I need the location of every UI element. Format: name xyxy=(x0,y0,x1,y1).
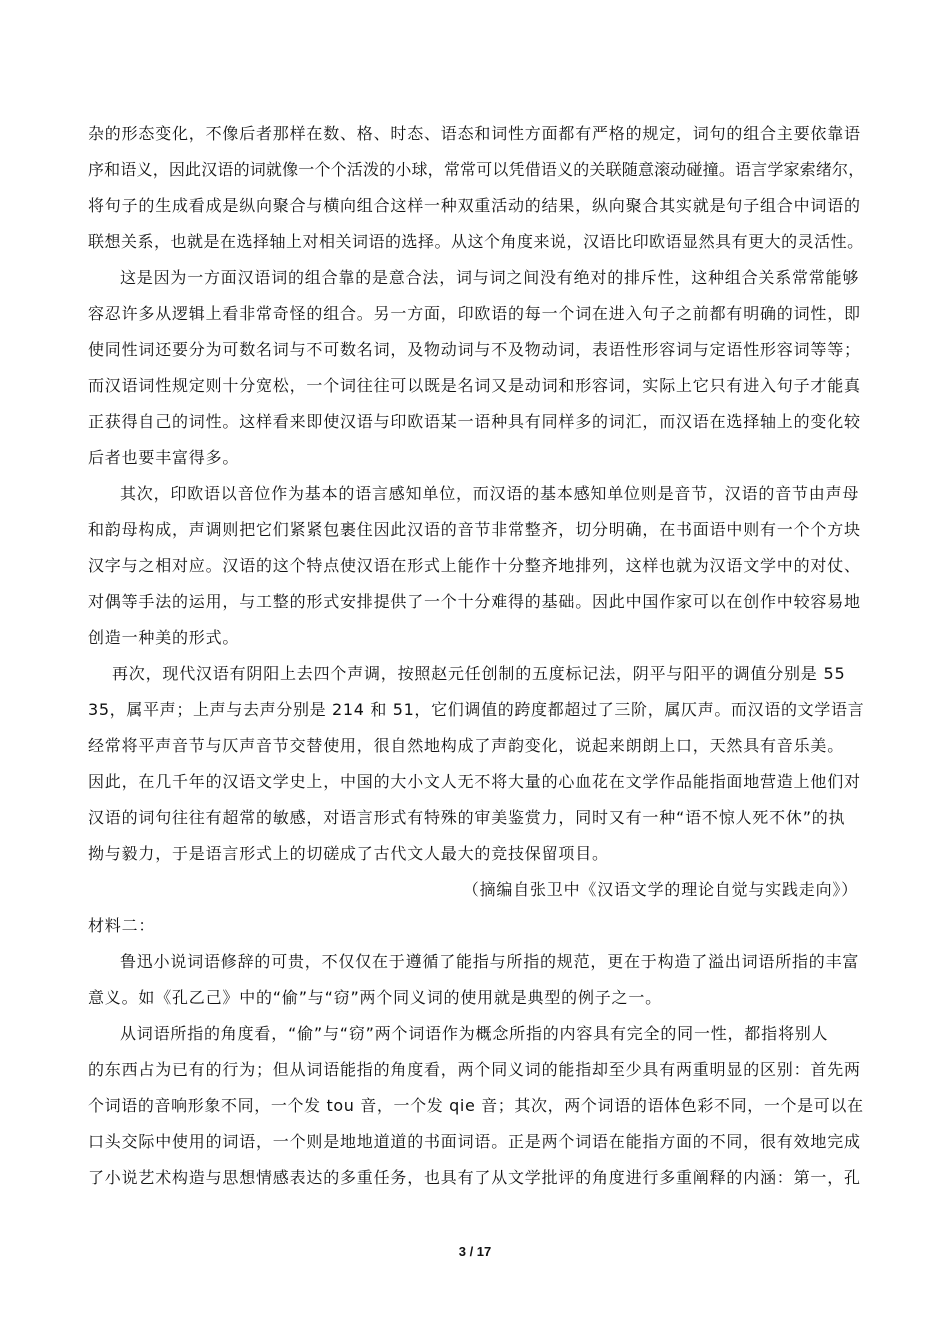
page-number: 3 / 17 xyxy=(458,1244,492,1259)
text-line: 了小说艺术构造与思想情感表达的多重任务，也具有了从文学批评的角度进行多重阐释的内涵：第一，孔 xyxy=(88,1168,861,1187)
text-line: 拗与毅力，于是语言形式上的切磋成了古代文人最大的竞技保留项目。 xyxy=(88,844,609,863)
text-line: 联想关系，也就是在选择轴上对相关词语的选择。从这个角度来说，汉语比印欧语显然具有更大的灵活性。 xyxy=(88,232,864,251)
section-heading: 材料二： xyxy=(88,916,156,935)
text-line: 杂的形态变化，不像后者那样在数、格、时态、语态和词性方面都有严格的规定，词句的组合主要依靠语 xyxy=(88,124,861,143)
text-line: 的东西占为已有的行为；但从词语能指的角度看，两个同义词的能指却至少具有两重明显的区别：首先两 xyxy=(88,1060,861,1079)
text-line: 从词语所指的角度看，“偷”与“窃”两个词语作为概念所指的内容具有完全的同一性，都指将别人 xyxy=(120,1024,829,1043)
text-line: 经常将平声音节与仄声音节交替使用，很自然地构成了声韵变化，说起来朗朗上口，天然具有音乐美。 xyxy=(88,736,845,755)
text-line: 将句子的生成看成是纵向聚合与横向组合这样一种双重活动的结果，纵向聚合其实就是句子组合中词语的 xyxy=(88,196,861,215)
text-line: 正获得自己的词性。这样看来即使汉语与印欧语某一语种具有同样多的词汇，而汉语在选择轴上的变化较 xyxy=(88,412,861,431)
text-line: 意义。如《孔乙己》中的“偷”与“窃”两个同义词的使用就是典型的例子之一。 xyxy=(88,988,662,1007)
text-line: 使同性词还要分为可数名词与不可数名词，及物动词与不及物动词，表语性形容词与定语性形容词等等； xyxy=(88,340,861,359)
text-line: 再次，现代汉语有阴阳上去四个声调，按照赵元任创制的五度标记法，阴平与阳平的调值分别是 55 xyxy=(112,664,846,683)
text-line: 口头交际中使用的词语，一个则是地地道道的书面词语。正是两个词语在能指方面的不同，很有效地完成 xyxy=(88,1132,861,1151)
text-line: 而汉语词性规定则十分宽松，一个词往往可以既是名词又是动词和形容词，实际上它只有进入句子才能真 xyxy=(88,376,861,395)
text-line: 这是因为一方面汉语词的组合靠的是意合法，词与词之间没有绝对的排斥性，这种组合关系常常能够 xyxy=(120,268,860,287)
text-line: 容忍许多从逻辑上看非常奇怪的组合。另一方面，印欧语的每一个词在进入句子之前都有明确的词性，即 xyxy=(88,304,861,323)
text-line: 鲁迅小说词语修辞的可贵，不仅仅在于遵循了能指与所指的规范，更在于构造了溢出词语所指的丰富 xyxy=(120,952,860,971)
text-line: 序和语义，因此汉语的词就像一个个活泼的小球，常常可以凭借语义的关联随意滚动碰撞。语言学家索绪尔， xyxy=(88,160,865,179)
text-line: 后者也要丰富得多。 xyxy=(88,448,240,467)
text-line: 对偶等手法的运用，与工整的形式安排提供了一个十分难得的基础。因此中国作家可以在创作中较容易地 xyxy=(88,592,861,611)
text-line: 和韵母构成，声调则把它们紧紧包裹住因此汉语的音节非常整齐，切分明确，在书面语中则有一个个方块 xyxy=(88,520,861,539)
text-line: 个词语的音响形象不同，一个发 tou 音，一个发 qie 音；其次，两个词语的语体色彩不同，一个是可以在 xyxy=(88,1096,864,1115)
text-line: 汉字与之相对应。汉语的这个特点使汉语在形式上能作十分整齐地排列，这样也就为汉语文学中的对仗、 xyxy=(88,556,861,575)
text-line: 因此，在几千年的汉语文学史上，中国的大小文人无不将大量的心血花在文学作品能指面地营造上他们对 xyxy=(88,772,861,791)
text-line: 其次，印欧语以音位作为基本的语言感知单位，而汉语的基本感知单位则是音节，汉语的音节由声母 xyxy=(120,484,860,503)
text-line: 创造一种美的形式。 xyxy=(88,628,240,647)
text-line: 汉语的词句往往有超常的敏感，对语言形式有特殊的审美鉴赏力，同时又有一种“语不惊人死不休”的执 xyxy=(88,808,846,827)
source-attribution: （摘编自张卫中《汉语文学的理论自觉与实践走向》） xyxy=(462,880,858,899)
text-line: 35，属平声；上声与去声分别是 214 和 51，它们调值的跨度都超过了三阶，属仄声。而汉语的文学语言 xyxy=(88,700,865,719)
